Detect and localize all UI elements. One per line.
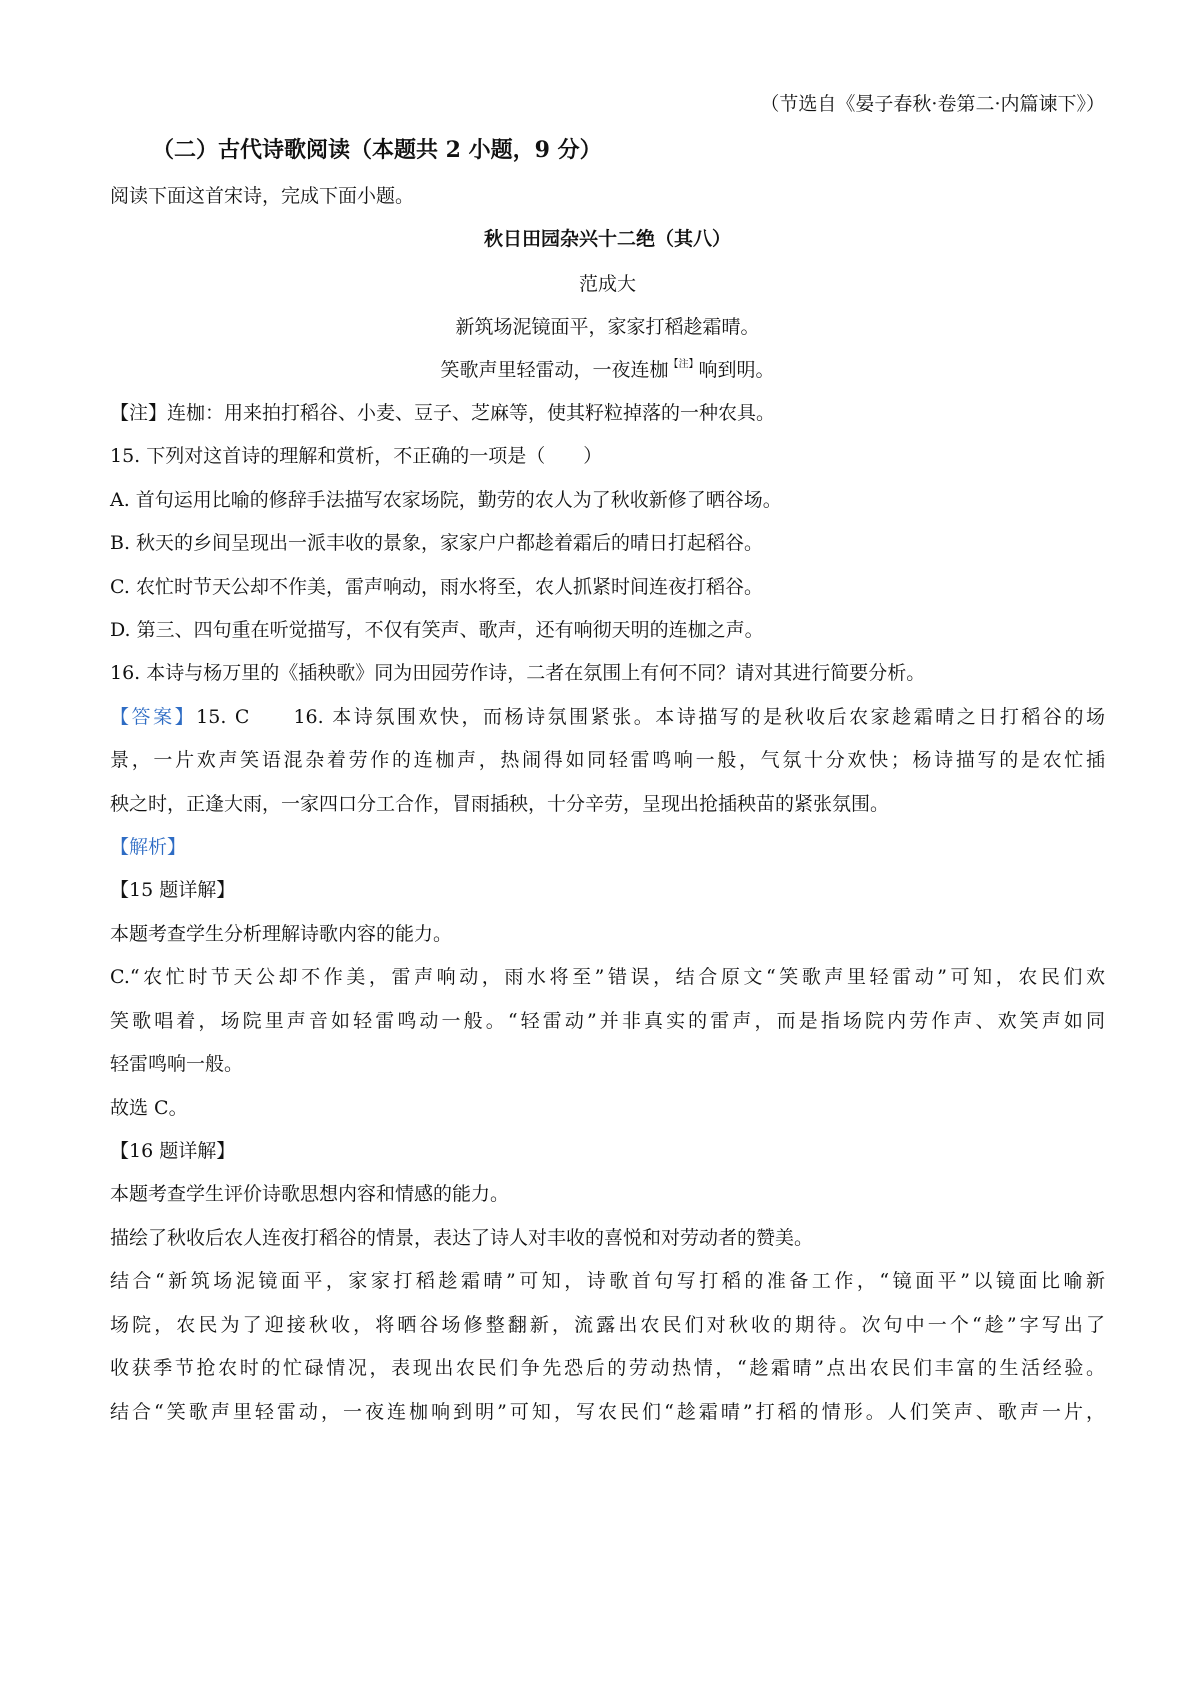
poem-note-marker: 【注】 — [668, 359, 699, 370]
analysis-15-para-2a: C.“农忙时节天公却不作美，雷声响动，雨水将至”错误，结合原文“笑歌声里轻雷动”可知，农民们欢 — [110, 966, 1105, 988]
poem-note: 【注】连枷：用来拍打稻谷、小麦、豆子、芝麻等，使其籽粒掉落的一种农具。 — [110, 402, 776, 424]
source-note: （节选自《晏子春秋·卷第二·内篇谏下》） — [760, 93, 1105, 115]
analysis-16-para-3c: 收获季节抢农时的忙碌情况，表现出农民们争先恐后的劳动热情，“趁霜晴”点出农民们丰富的生活经验。 — [110, 1357, 1105, 1379]
answer-15: 15. C — [196, 706, 250, 728]
analysis-16-para-1: 本题考查学生评价诗歌思想内容和情感的能力。 — [110, 1183, 510, 1205]
answer-16-part-1: 16. 本诗氛围欢快，而杨诗氛围紧张。本诗描写的是秋收后农家趁霜晴之日打稻谷的场 — [293, 706, 1105, 728]
answer-label: 【答案】 — [110, 706, 197, 728]
analysis-16-para-2: 描绘了秋收后农人连夜打稻谷的情景，表达了诗人对丰收的喜悦和对劳动者的赞美。 — [110, 1227, 814, 1249]
analysis-15-para-1: 本题考查学生分析理解诗歌内容的能力。 — [110, 923, 453, 945]
analysis-15-heading: 【15 题详解】 — [110, 879, 236, 901]
analysis-15-conclusion: 故选 C。 — [110, 1097, 188, 1119]
question-16-stem: 16. 本诗与杨万里的《插秧歌》同为田园劳作诗，二者在氛围上有何不同？请对其进行简要分析。 — [110, 662, 926, 684]
section-title: （二）古代诗歌阅读（本题共 2 小题，9 分） — [152, 137, 602, 163]
poem-line-1: 新筑场泥镜面平，家家打稻趁霜晴。 — [455, 316, 760, 338]
question-15-option-b: B. 秋天的乡间呈现出一派丰收的景象，家家户户都趁着霜后的晴日打起稻谷。 — [110, 532, 764, 554]
analysis-16-para-3b: 场院，农民为了迎接秋收，将晒谷场修整翻新，流露出农民们对秋收的期待。次句中一个“趁”字写出了 — [110, 1314, 1105, 1336]
answer-16-part-3: 秧之时，正逢大雨，一家四口分工合作，冒雨插秧，十分辛劳，呈现出抢插秧苗的紧张氛围。 — [110, 793, 890, 815]
analysis-label: 【解析】 — [110, 836, 187, 858]
poem-author: 范成大 — [578, 273, 636, 295]
question-15-stem: 15. 下列对这首诗的理解和赏析，不正确的一项是（ ） — [110, 445, 603, 467]
question-15-option-a: A. 首句运用比喻的修辞手法描写农家场院，勤劳的农人为了秋收新修了晒谷场。 — [110, 489, 782, 511]
analysis-16-para-3a: 结合“新筑场泥镜面平，家家打稻趁霜晴”可知，诗歌首句写打稻的准备工作，“镜面平”以镜面比喻新 — [110, 1270, 1105, 1292]
analysis-16-para-4: 结合“笑歌声里轻雷动，一夜连枷响到明”可知，写农民们“趁霜晴”打稻的情形。人们笑声、歌声一片， — [110, 1401, 1105, 1423]
analysis-15-para-2c: 轻雷鸣响一般。 — [110, 1053, 244, 1075]
section-instruction: 阅读下面这首宋诗，完成下面小题。 — [110, 185, 415, 207]
poem-line-2 — [110, 356, 1105, 384]
analysis-15-para-2b: 笑歌唱着，场院里声音如轻雷鸣动一般。“轻雷动”并非真实的雷声，而是指场院内劳作声、欢笑声如同 — [110, 1010, 1105, 1032]
poem-title: 秋日田园杂兴十二绝（其八） — [483, 228, 731, 250]
poem-line-2-part-b: 响到明。 — [698, 359, 775, 381]
analysis-16-heading: 【16 题详解】 — [110, 1140, 236, 1162]
poem-line-2-part-a: 笑歌声里轻雷动，一夜连枷 — [440, 359, 669, 381]
question-15-option-d: D. 第三、四句重在听觉描写，不仅有笑声、歌声，还有响彻天明的连枷之声。 — [110, 619, 764, 641]
answer-16-part-2: 景，一片欢声笑语混杂着劳作的连枷声，热闹得如同轻雷鸣响一般，气氛十分欢快；杨诗描写的是农忙插 — [110, 749, 1105, 771]
answer-line-1 — [110, 703, 1105, 731]
question-15-option-c: C. 农忙时节天公却不作美，雷声响动，雨水将至，农人抓紧时间连夜打稻谷。 — [110, 576, 763, 598]
